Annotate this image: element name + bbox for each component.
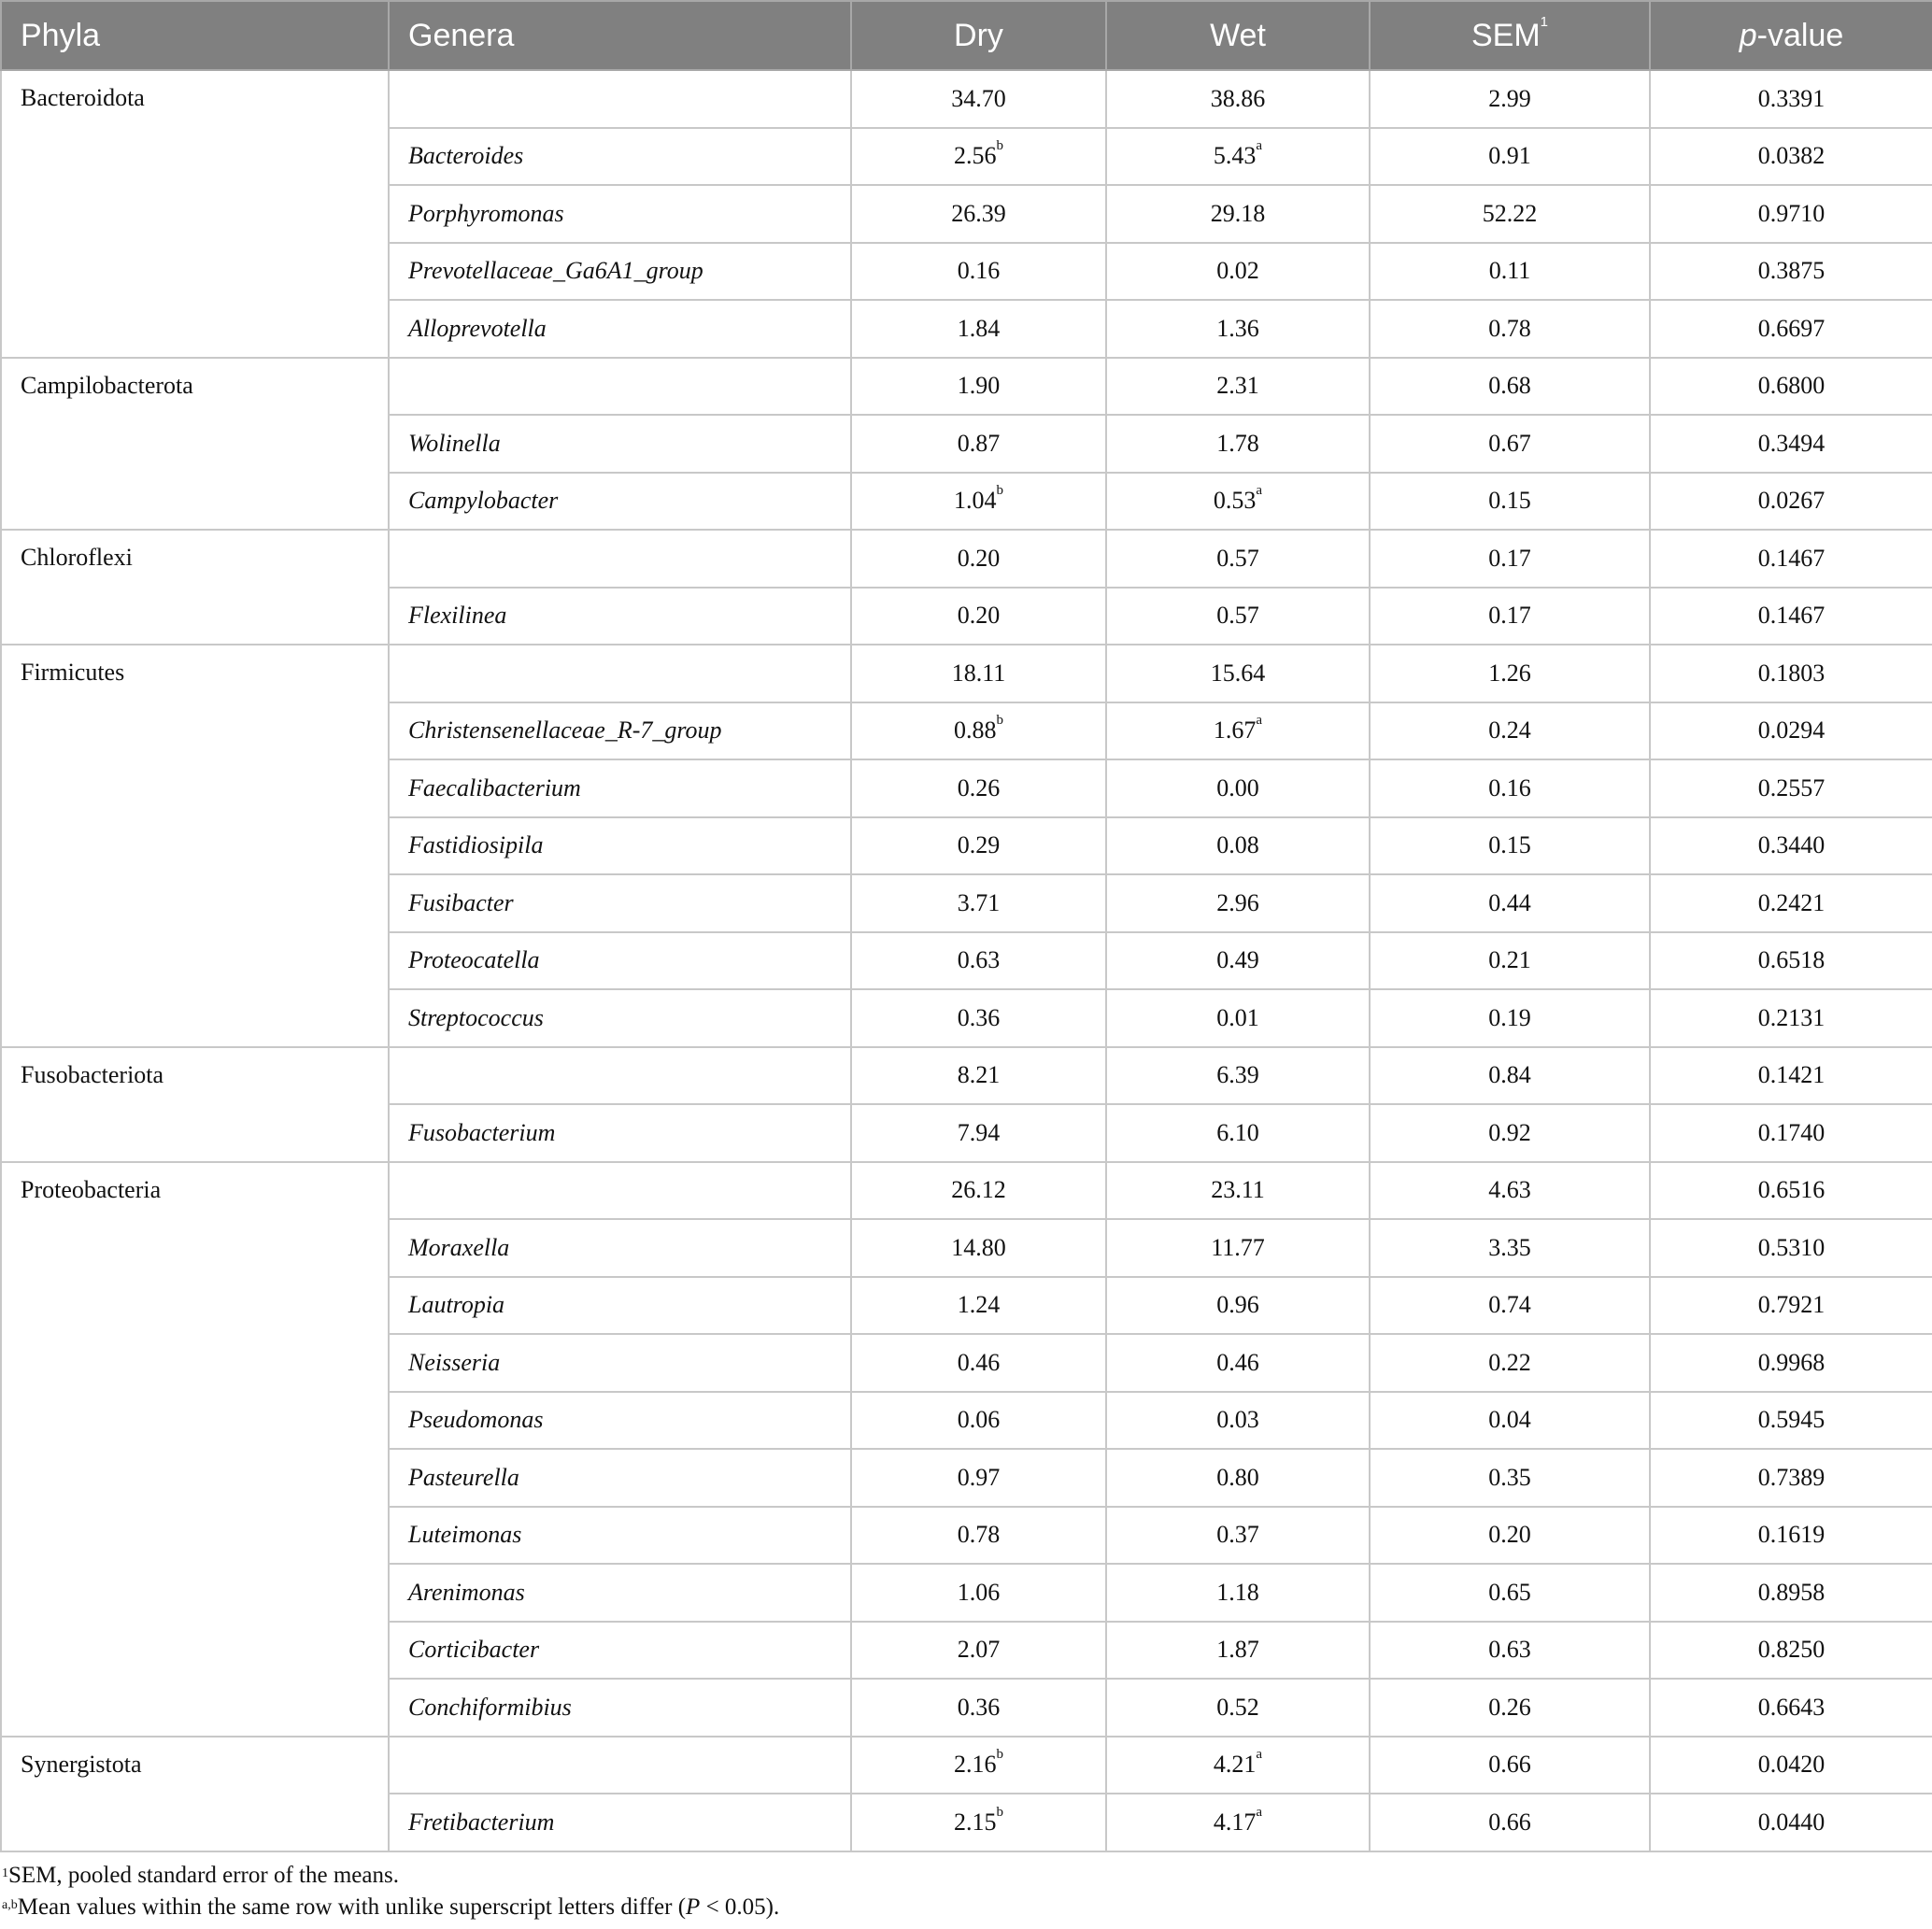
p-value-cell: 0.2557 [1650, 759, 1932, 817]
wet-value: 0.53 [1213, 487, 1257, 515]
wet-cell [1106, 1794, 1370, 1851]
genus-cell: Faecalibacterium [389, 759, 851, 817]
wet-value: 0.37 [1216, 1521, 1259, 1549]
sem-cell: 0.66 [1370, 1794, 1650, 1851]
header-genera: Genera [389, 1, 851, 70]
dry-cell [851, 300, 1106, 358]
p-value-cell: 0.6697 [1650, 300, 1932, 358]
p-value-cell: 0.7389 [1650, 1449, 1932, 1507]
dry-cell [851, 1737, 1106, 1794]
p-value-cell: 0.9710 [1650, 185, 1932, 243]
sem-cell: 0.35 [1370, 1449, 1650, 1507]
sem-cell: 0.66 [1370, 1737, 1650, 1794]
dry-cell [851, 530, 1106, 588]
wet-cell [1106, 243, 1370, 301]
dry-value: 26.39 [951, 199, 1006, 227]
genus-cell: Porphyromonas [389, 185, 851, 243]
genus-cell: Prevotellaceae_Ga6A1_group [389, 243, 851, 301]
p-value-cell: 0.8250 [1650, 1622, 1932, 1680]
header-p-value [1650, 1, 1932, 70]
header-wet: Wet [1106, 1, 1370, 70]
dry-cell [851, 759, 1106, 817]
wet-value: 1.67 [1213, 716, 1257, 745]
dry-value: 0.20 [957, 544, 1001, 572]
dry-value: 0.16 [957, 257, 1001, 285]
header-dry: Dry [851, 1, 1106, 70]
wet-value: 38.86 [1210, 84, 1266, 112]
wet-cell [1106, 1277, 1370, 1335]
p-value-cell: 0.1421 [1650, 1047, 1932, 1105]
genus-cell: Lautropia [389, 1277, 851, 1335]
genus-cell: Conchiformibius [389, 1679, 851, 1737]
dry-cell [851, 817, 1106, 875]
genus-cell: Flexilinea [389, 588, 851, 645]
wet-value: 1.36 [1216, 314, 1259, 342]
sem-cell: 0.74 [1370, 1277, 1650, 1335]
wet-value: 6.10 [1216, 1118, 1259, 1146]
wet-cell [1106, 989, 1370, 1047]
sem-cell: 52.22 [1370, 185, 1650, 243]
wet-value: 0.08 [1216, 831, 1259, 859]
sem-cell: 0.26 [1370, 1679, 1650, 1737]
wet-value: 4.17 [1213, 1808, 1257, 1836]
p-value-cell: 0.1619 [1650, 1507, 1932, 1565]
dry-value: 34.70 [951, 84, 1006, 112]
genus-cell: Wolinella [389, 415, 851, 473]
dry-value: 1.04 [954, 487, 997, 515]
dry-value: 0.36 [957, 1003, 1001, 1031]
dry-value: 26.12 [951, 1176, 1006, 1204]
dry-cell [851, 588, 1106, 645]
dry-cell [851, 1679, 1106, 1737]
p-value-cell: 0.2131 [1650, 989, 1932, 1047]
dry-value: 1.90 [957, 372, 1001, 400]
p-value-cell: 0.3391 [1650, 70, 1932, 128]
wet-cell [1106, 70, 1370, 128]
dry-cell [851, 1794, 1106, 1851]
wet-cell [1106, 128, 1370, 186]
p-value-cell: 0.0267 [1650, 473, 1932, 531]
genus-cell [389, 1047, 851, 1105]
wet-value: 1.78 [1216, 429, 1259, 457]
p-value-cell: 0.9968 [1650, 1334, 1932, 1392]
dry-cell [851, 1104, 1106, 1162]
phylum-row [1, 70, 1932, 128]
genus-cell: Corticibacter [389, 1622, 851, 1680]
wet-cell [1106, 415, 1370, 473]
genus-cell: Arenimonas [389, 1564, 851, 1622]
phylum-cell: Campilobacterota [1, 358, 389, 531]
p-value-cell: 0.6518 [1650, 932, 1932, 990]
wet-cell [1106, 473, 1370, 531]
wet-value: 5.43 [1213, 142, 1257, 170]
phylum-row [1, 1162, 1932, 1220]
wet-cell [1106, 1392, 1370, 1450]
phylum-row [1, 1047, 1932, 1105]
dry-cell [851, 1334, 1106, 1392]
wet-cell [1106, 817, 1370, 875]
dry-superscript: b [996, 1747, 1003, 1763]
phylum-cell: Firmicutes [1, 645, 389, 1047]
p-value-cell: 0.0440 [1650, 1794, 1932, 1851]
wet-value: 2.31 [1216, 372, 1259, 400]
sem-cell: 0.91 [1370, 128, 1650, 186]
wet-cell [1106, 1047, 1370, 1105]
dry-cell [851, 989, 1106, 1047]
dry-value: 0.46 [957, 1348, 1001, 1376]
p-value-cell: 0.3875 [1650, 243, 1932, 301]
wet-cell [1106, 358, 1370, 416]
dry-cell [851, 473, 1106, 531]
dry-superscript: b [996, 483, 1003, 499]
dry-value: 7.94 [957, 1118, 1001, 1146]
phylum-row [1, 1737, 1932, 1794]
dry-cell [851, 1392, 1106, 1450]
wet-value: 2.96 [1216, 888, 1259, 916]
sem-cell: 0.21 [1370, 932, 1650, 990]
phylum-cell: Synergistota [1, 1737, 389, 1851]
genus-cell [389, 645, 851, 702]
wet-cell [1106, 185, 1370, 243]
header-p-italic: p [1739, 17, 1757, 53]
wet-value: 0.52 [1216, 1693, 1259, 1721]
wet-superscript: a [1256, 138, 1263, 154]
genus-cell: Pasteurella [389, 1449, 851, 1507]
genus-cell [389, 358, 851, 416]
genus-cell: Christensenellaceae_R-7_group [389, 702, 851, 760]
phylum-cell: Bacteroidota [1, 70, 389, 358]
dry-superscript: b [996, 713, 1003, 729]
genus-cell: Neisseria [389, 1334, 851, 1392]
dry-cell [851, 874, 1106, 932]
wet-cell [1106, 588, 1370, 645]
genus-cell: Alloprevotella [389, 300, 851, 358]
p-value-cell: 0.3440 [1650, 817, 1932, 875]
p-value-cell: 0.6643 [1650, 1679, 1932, 1737]
sem-cell: 0.84 [1370, 1047, 1650, 1105]
dry-value: 0.63 [957, 946, 1001, 974]
dry-cell [851, 1507, 1106, 1565]
dry-superscript: b [996, 1804, 1003, 1820]
wet-cell [1106, 874, 1370, 932]
sem-cell: 0.92 [1370, 1104, 1650, 1162]
genus-cell: Streptococcus [389, 989, 851, 1047]
p-value-cell: 0.5945 [1650, 1392, 1932, 1450]
sem-cell: 2.99 [1370, 70, 1650, 128]
dry-value: 2.15 [954, 1808, 997, 1836]
dry-value: 1.24 [957, 1291, 1001, 1319]
sem-cell: 4.63 [1370, 1162, 1650, 1220]
wet-value: 0.80 [1216, 1463, 1259, 1491]
dry-cell [851, 128, 1106, 186]
dry-value: 0.78 [957, 1521, 1001, 1549]
genus-cell: Fastidiosipila [389, 817, 851, 875]
dry-cell [851, 1047, 1106, 1105]
genus-cell: Pseudomonas [389, 1392, 851, 1450]
sem-cell: 0.17 [1370, 588, 1650, 645]
dry-value: 18.11 [951, 659, 1006, 687]
p-value-cell: 0.0294 [1650, 702, 1932, 760]
wet-value: 0.01 [1216, 1003, 1259, 1031]
sem-cell: 0.44 [1370, 874, 1650, 932]
dry-value: 14.80 [951, 1233, 1006, 1261]
dry-cell [851, 1449, 1106, 1507]
wet-superscript: a [1256, 1804, 1263, 1820]
sem-cell: 0.78 [1370, 300, 1650, 358]
dry-value: 0.88 [954, 716, 997, 745]
wet-cell [1106, 1219, 1370, 1277]
genus-cell: Fusobacterium [389, 1104, 851, 1162]
sem-cell: 0.68 [1370, 358, 1650, 416]
dry-value: 0.06 [957, 1406, 1001, 1434]
dry-cell [851, 70, 1106, 128]
dry-value: 2.07 [957, 1636, 1001, 1664]
wet-value: 11.77 [1211, 1233, 1265, 1261]
dry-cell [851, 358, 1106, 416]
dry-cell [851, 645, 1106, 702]
dry-value: 3.71 [957, 888, 1001, 916]
dry-value: 0.36 [957, 1693, 1001, 1721]
wet-cell [1106, 1162, 1370, 1220]
genus-cell: Bacteroides [389, 128, 851, 186]
wet-value: 0.49 [1216, 946, 1259, 974]
dry-value: 2.56 [954, 142, 997, 170]
wet-cell [1106, 530, 1370, 588]
genus-cell: Moraxella [389, 1219, 851, 1277]
header-sem-label: SEM [1470, 17, 1541, 53]
dry-cell [851, 1162, 1106, 1220]
dry-cell [851, 702, 1106, 760]
p-value-cell: 0.7921 [1650, 1277, 1932, 1335]
dry-cell [851, 932, 1106, 990]
wet-value: 4.21 [1213, 1751, 1257, 1779]
sem-cell: 1.26 [1370, 645, 1650, 702]
wet-cell [1106, 1449, 1370, 1507]
phylum-row [1, 358, 1932, 416]
wet-cell [1106, 932, 1370, 990]
dry-value: 0.87 [957, 429, 1001, 457]
wet-value: 29.18 [1210, 199, 1266, 227]
phylum-cell: Fusobacteriota [1, 1047, 389, 1162]
p-value-cell: 0.1467 [1650, 588, 1932, 645]
footnote-2 [2, 1892, 1932, 1923]
wet-value: 0.03 [1216, 1406, 1259, 1434]
sem-cell: 0.20 [1370, 1507, 1650, 1565]
wet-value: 0.57 [1216, 544, 1259, 572]
dry-value: 8.21 [957, 1061, 1001, 1089]
phylum-cell: Chloroflexi [1, 530, 389, 645]
wet-superscript: a [1256, 713, 1263, 729]
footnote-1 [2, 1860, 1932, 1892]
genus-cell: Fusibacter [389, 874, 851, 932]
dry-superscript: b [996, 138, 1003, 154]
wet-value: 0.57 [1216, 602, 1259, 630]
p-value-cell: 0.0420 [1650, 1737, 1932, 1794]
wet-superscript: a [1256, 1747, 1263, 1763]
wet-value: 15.64 [1210, 659, 1266, 687]
header-sem-footnote-mark: 1 [1540, 13, 1549, 30]
genus-cell [389, 1162, 851, 1220]
wet-cell [1106, 1507, 1370, 1565]
header-sem [1370, 1, 1650, 70]
wet-value: 0.96 [1216, 1291, 1259, 1319]
wet-cell [1106, 1564, 1370, 1622]
genus-cell: Proteocatella [389, 932, 851, 990]
dry-value: 0.26 [957, 773, 1001, 801]
dry-cell [851, 185, 1106, 243]
p-value-cell: 0.6800 [1650, 358, 1932, 416]
p-value-cell: 0.1803 [1650, 645, 1932, 702]
wet-value: 1.87 [1216, 1636, 1259, 1664]
phylum-row [1, 530, 1932, 588]
wet-cell [1106, 1679, 1370, 1737]
wet-cell [1106, 1622, 1370, 1680]
p-value-cell: 0.8958 [1650, 1564, 1932, 1622]
sem-cell: 0.11 [1370, 243, 1650, 301]
genus-cell: Luteimonas [389, 1507, 851, 1565]
wet-cell [1106, 1737, 1370, 1794]
p-value-cell: 0.0382 [1650, 128, 1932, 186]
wet-cell [1106, 300, 1370, 358]
dry-value: 0.29 [957, 831, 1001, 859]
wet-value: 1.18 [1216, 1578, 1259, 1606]
wet-cell [1106, 759, 1370, 817]
genus-cell: Fretibacterium [389, 1794, 851, 1851]
wet-cell [1106, 1104, 1370, 1162]
sem-cell: 0.16 [1370, 759, 1650, 817]
table-header [1, 1, 1932, 70]
phylum-row [1, 645, 1932, 702]
wet-value: 0.02 [1216, 257, 1259, 285]
wet-cell [1106, 645, 1370, 702]
p-value-cell: 0.1467 [1650, 530, 1932, 588]
footnote-1-mark: 1 [2, 1865, 8, 1880]
dry-value: 1.84 [957, 314, 1001, 342]
dry-value: 2.16 [954, 1751, 997, 1779]
dry-cell [851, 1622, 1106, 1680]
sem-cell: 0.22 [1370, 1334, 1650, 1392]
dry-value: 0.20 [957, 602, 1001, 630]
wet-value: 0.46 [1216, 1348, 1259, 1376]
dry-value: 0.97 [957, 1463, 1001, 1491]
dry-cell [851, 1219, 1106, 1277]
sem-cell: 3.35 [1370, 1219, 1650, 1277]
sem-cell: 0.65 [1370, 1564, 1650, 1622]
wet-superscript: a [1256, 483, 1263, 499]
dry-cell [851, 1277, 1106, 1335]
genus-cell [389, 1737, 851, 1794]
p-value-cell: 0.6516 [1650, 1162, 1932, 1220]
p-value-cell: 0.3494 [1650, 415, 1932, 473]
genus-cell [389, 530, 851, 588]
p-value-cell: 0.1740 [1650, 1104, 1932, 1162]
footnote-2-text-b: < 0.05). [700, 1894, 780, 1920]
phylum-cell: Proteobacteria [1, 1162, 389, 1737]
sem-cell: 0.04 [1370, 1392, 1650, 1450]
sem-cell: 0.24 [1370, 702, 1650, 760]
wet-cell [1106, 702, 1370, 760]
sem-cell: 0.19 [1370, 989, 1650, 1047]
wet-value: 0.00 [1216, 773, 1259, 801]
sem-cell: 0.63 [1370, 1622, 1650, 1680]
p-value-cell: 0.5310 [1650, 1219, 1932, 1277]
header-p-rest: -value [1756, 17, 1844, 53]
footnote-2-mark: a,b [2, 1897, 18, 1912]
wet-cell [1106, 1334, 1370, 1392]
footnote-2-p: P [686, 1894, 701, 1920]
genus-cell [389, 70, 851, 128]
wet-value: 23.11 [1211, 1176, 1265, 1204]
sem-cell: 0.15 [1370, 473, 1650, 531]
footnote-1-text: SEM, pooled standard error of the means. [8, 1862, 399, 1888]
footnotes [2, 1860, 1932, 1923]
sem-cell: 0.67 [1370, 415, 1650, 473]
dry-cell [851, 243, 1106, 301]
wet-value: 6.39 [1216, 1061, 1259, 1089]
genus-cell: Campylobacter [389, 473, 851, 531]
dry-cell [851, 415, 1106, 473]
sem-cell: 0.17 [1370, 530, 1650, 588]
footnote-2-text-a: Mean values within the same row with unlike superscript letters differ ( [17, 1894, 687, 1920]
dry-value: 1.06 [957, 1578, 1001, 1606]
sem-cell: 0.15 [1370, 817, 1650, 875]
dry-cell [851, 1564, 1106, 1622]
header-phyla: Phyla [1, 1, 389, 70]
p-value-cell: 0.2421 [1650, 874, 1932, 932]
table-body [1, 70, 1932, 1851]
